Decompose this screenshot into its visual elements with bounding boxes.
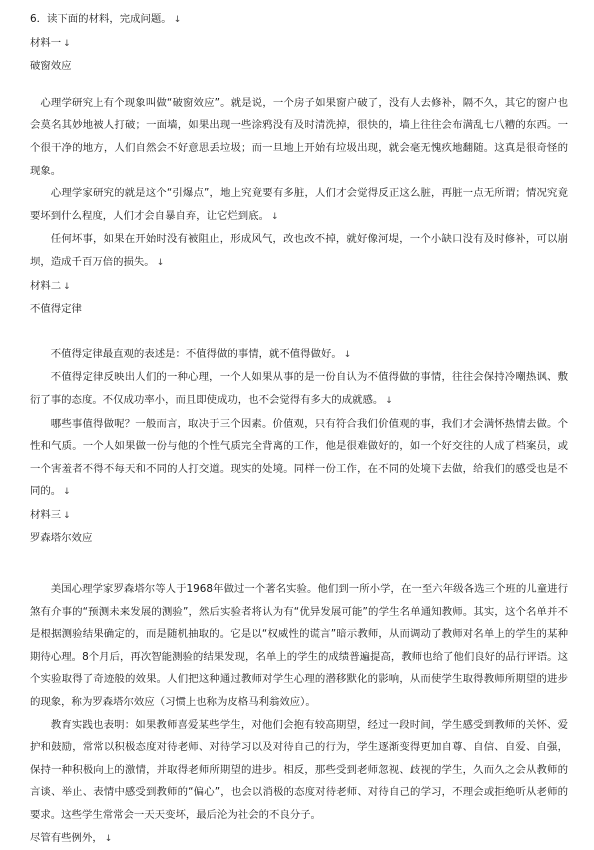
paragraph-mark: ↓ [156,257,165,268]
paragraph-mark: ↓ [343,349,352,360]
material-three-paragraph-1: 美国心理学家罗森塔尔等人于1968年做过一个著名实验。他们到一所小学，在一至六年级各选三个班的儿童进行煞有介事的“预测未来发展的测验”，然后实验者将认为有“优异发展可能”的学生名单通知教师。其实，这个名单并不是根据测验结果确定的，而是随机抽取的。它是以“权威性的谎言”暗示教师，从而调动了教师对名单上的学生的某种期待心理。8个月后，再次智能测验的结果发现，名单上的学生的成绩普遍提高，教师也给了他们良好的品行评语。这个实验取得了奇迹般的效果。人们把这种通过教师对学生心理的潜移默化的影响，从而使学生取得教师所期望的进步的现象，称为罗森塔尔效应（习惯上也称为皮格马利翁效应）。 [30,583,568,709]
material-one-paragraph-3: 任何坏事，如果在开始时没有被阻止，形成风气，改也改不掉，就好像河堤，一个小缺口没有及时修补，可以崩坝，造成千百万倍的损失。 ↓ [30,233,568,268]
material-two-paragraph-2: 不值得定律反映出人们的一种心理，一个人如果从事的是一份自认为不值得做的事情，往往会保持冷嘲热讽、敷衍了事的态度。不仅成功率小，而且即使成功，也不会觉得有多大的成就感。 ↓ [30,371,568,406]
material-three-label: 材料三 ↓ [30,508,71,521]
paragraph-mark: ↓ [104,833,113,844]
material-three-paragraph-2: 教育实践也表明：如果教师喜爱某些学生，对他们会抱有较高期望，经过一段时间，学生感受到教师的关怀、爱护和鼓励，常常以积极态度对待老师、对待学习以及对待自己的行为，学生逐渐变得更加自尊、自信、自爱、自强，保持一种积极向上的激情，并取得老师所期望的进步。相反，那些受到老师忽视、歧视的学生，久而久之会从教师的言谈、举止、表情中感受到教师的“偏心”，也会以消极的态度对待老师、对待自己的学习，不理会或拒绝听从老师的要求。这些学生常常会一天天变坏，最后沦为社会的不良分子。 [30,718,568,821]
paragraph-mark: ↓ [63,281,71,292]
question-heading: 6．读下面的材料，完成问题。 ↓ [30,13,182,25]
material-two-paragraph-1: 不值得定律最直观的表述是：不值得做的事情，就不值得做好。 ↓ [50,347,352,360]
material-three-title: 罗森塔尔效应 [30,532,93,545]
material-two-title: 不值得定律 [30,303,82,316]
paragraph-mark: ↓ [63,487,71,498]
paragraph-mark: ↓ [385,395,393,406]
material-one-paragraph-2: 心理学家研究的就是这个“引爆点”，地上究竟要有多脏，人们才会觉得反正这么脏，再脏一点无所谓；情况究竟要坏到什么程度，人们才会自暴自弃，让它烂到底。 ↓ [30,187,568,222]
material-one-paragraph-1: 心理学研究上有个现象叫做“破窗效应”。就是说，一个房子如果窗户破了，没有人去修补，隔不久，其它的窗户也会莫名其妙地被人打破；一面墙，如果出现一些涂鸦没有及时清洗掉，很快的，墙上往往会布满乱七八糟的东西。一个很干净的地方，人们自然会不好意思丢垃圾；而一旦地上开始有垃圾出现，就会毫无愧疚地翻随。这真是很奇怪的现象。 [30,96,568,177]
material-two-paragraph-3: 哪些事值得做呢？一般而言，取决于三个因素。价值观，只有符合我们价值观的事，我们才会满怀热情去做。个性和气质。一个人如果做一份与他的个性气质完全背离的工作，他是很难做好的，如一个好交往的人成了档案员，或一个害羞者不得不每天和不同的人打交道。现实的处境。同样一份工作，在不同的处境下去做，给我们的感受也是不同的。 ↓ [30,417,568,498]
material-three-paragraph-3: 尽管有些例外， ↓ [30,831,113,844]
paragraph-mark: ↓ [63,510,71,521]
paragraph-mark: ↓ [63,38,71,49]
material-one-label: 材料一 ↓ [30,36,71,49]
paragraph-mark: ↓ [270,211,279,222]
paragraph-mark: ↓ [173,15,182,25]
material-two-label: 材料二 ↓ [30,279,71,292]
material-one-title: 破窗效应 [30,60,72,73]
